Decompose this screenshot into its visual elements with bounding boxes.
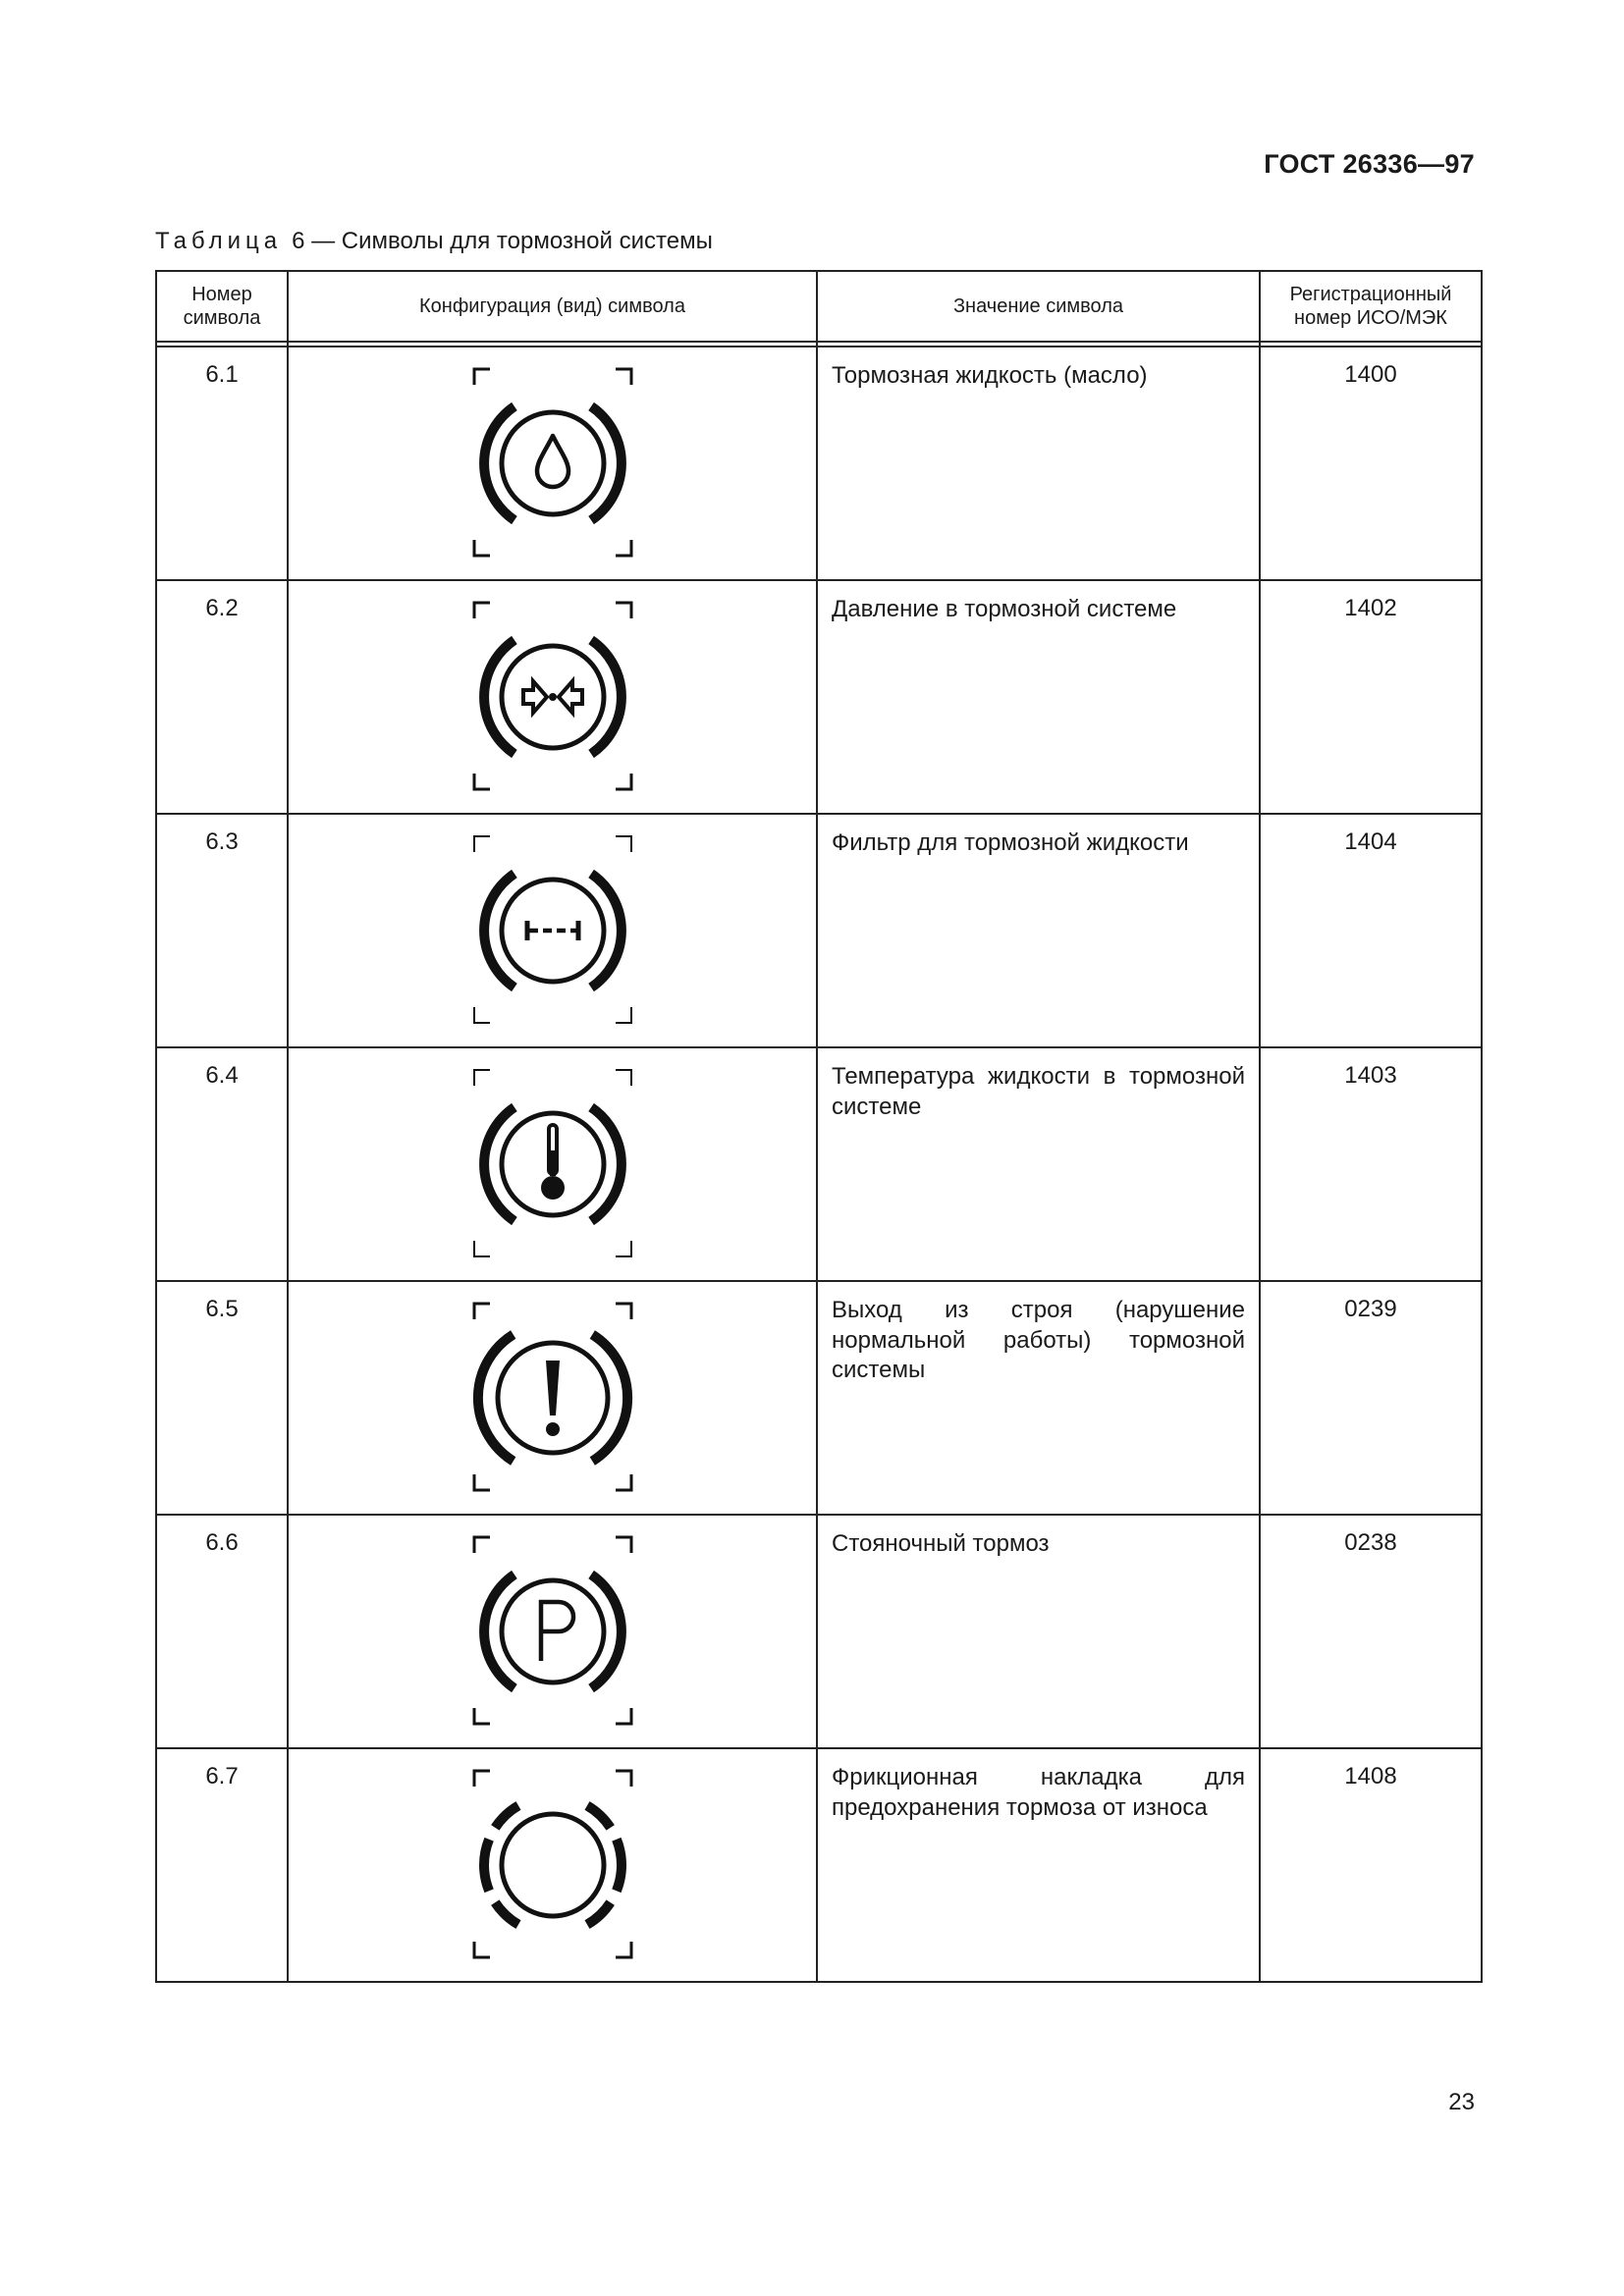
registration-number: 0239 — [1260, 1281, 1482, 1515]
symbol-number: 6.6 — [156, 1515, 288, 1748]
table-row — [156, 347, 1482, 580]
table-row — [156, 1748, 1482, 1982]
registration-number: 1408 — [1260, 1748, 1482, 1982]
symbol-meaning: Фрикционная накладка для предохранения тормоза от износа — [817, 1748, 1260, 1982]
symbol-number: 6.3 — [156, 814, 288, 1047]
brake-lining-wear-icon — [289, 1757, 816, 1971]
brake-fluid-drop-icon — [289, 355, 816, 569]
symbol-configuration — [288, 814, 817, 1047]
symbol-configuration — [288, 1281, 817, 1515]
table-caption-text: 6 — Символы для тормозной системы — [292, 228, 713, 254]
symbol-number: 6.4 — [156, 1047, 288, 1281]
brake-pressure-arrows-icon — [289, 589, 816, 803]
table-caption-label: Таблица — [155, 228, 283, 254]
parking-brake-icon — [289, 1523, 816, 1737]
table-row — [156, 1515, 1482, 1748]
registration-number: 0238 — [1260, 1515, 1482, 1748]
column-header-configuration: Конфигурация (вид) символа — [288, 271, 817, 342]
symbol-number: 6.7 — [156, 1748, 288, 1982]
symbol-configuration — [288, 580, 817, 814]
symbol-meaning: Фильтр для тормозной жидкости — [817, 814, 1260, 1047]
symbol-meaning: Стояночный тормоз — [817, 1515, 1260, 1748]
table-row — [156, 814, 1482, 1047]
table-row — [156, 1281, 1482, 1515]
symbol-meaning: Давление в тормозной системе — [817, 580, 1260, 814]
symbol-number: 6.5 — [156, 1281, 288, 1515]
column-header-registration: Регистрационный номер ИСО/МЭК — [1260, 271, 1482, 342]
brake-fluid-temperature-icon — [289, 1056, 816, 1270]
symbol-configuration — [288, 1748, 817, 1982]
symbol-configuration — [288, 1047, 817, 1281]
registration-number: 1402 — [1260, 580, 1482, 814]
symbols-table — [155, 270, 1483, 1983]
page-number: 23 — [1448, 2089, 1475, 2115]
symbol-number: 6.2 — [156, 580, 288, 814]
brake-fluid-filter-icon — [289, 823, 816, 1037]
brake-failure-exclamation-icon — [289, 1290, 816, 1504]
table-caption — [155, 228, 713, 255]
table-header-row — [156, 271, 1482, 342]
column-header-number: Номер символа — [156, 271, 288, 342]
symbol-configuration — [288, 347, 817, 580]
registration-number: 1400 — [1260, 347, 1482, 580]
document-code: ГОСТ 26336—97 — [1264, 149, 1475, 179]
symbol-meaning: Температура жидкости в тормозной системе — [817, 1047, 1260, 1281]
symbol-number: 6.1 — [156, 347, 288, 580]
symbol-meaning: Тормозная жидкость (масло) — [817, 347, 1260, 580]
registration-number: 1404 — [1260, 814, 1482, 1047]
column-header-meaning: Значение символа — [817, 271, 1260, 342]
table-row — [156, 1047, 1482, 1281]
symbol-meaning: Выход из строя (нарушение нормальной работы) тормозной системы — [817, 1281, 1260, 1515]
symbol-configuration — [288, 1515, 817, 1748]
table-row — [156, 580, 1482, 814]
registration-number: 1403 — [1260, 1047, 1482, 1281]
